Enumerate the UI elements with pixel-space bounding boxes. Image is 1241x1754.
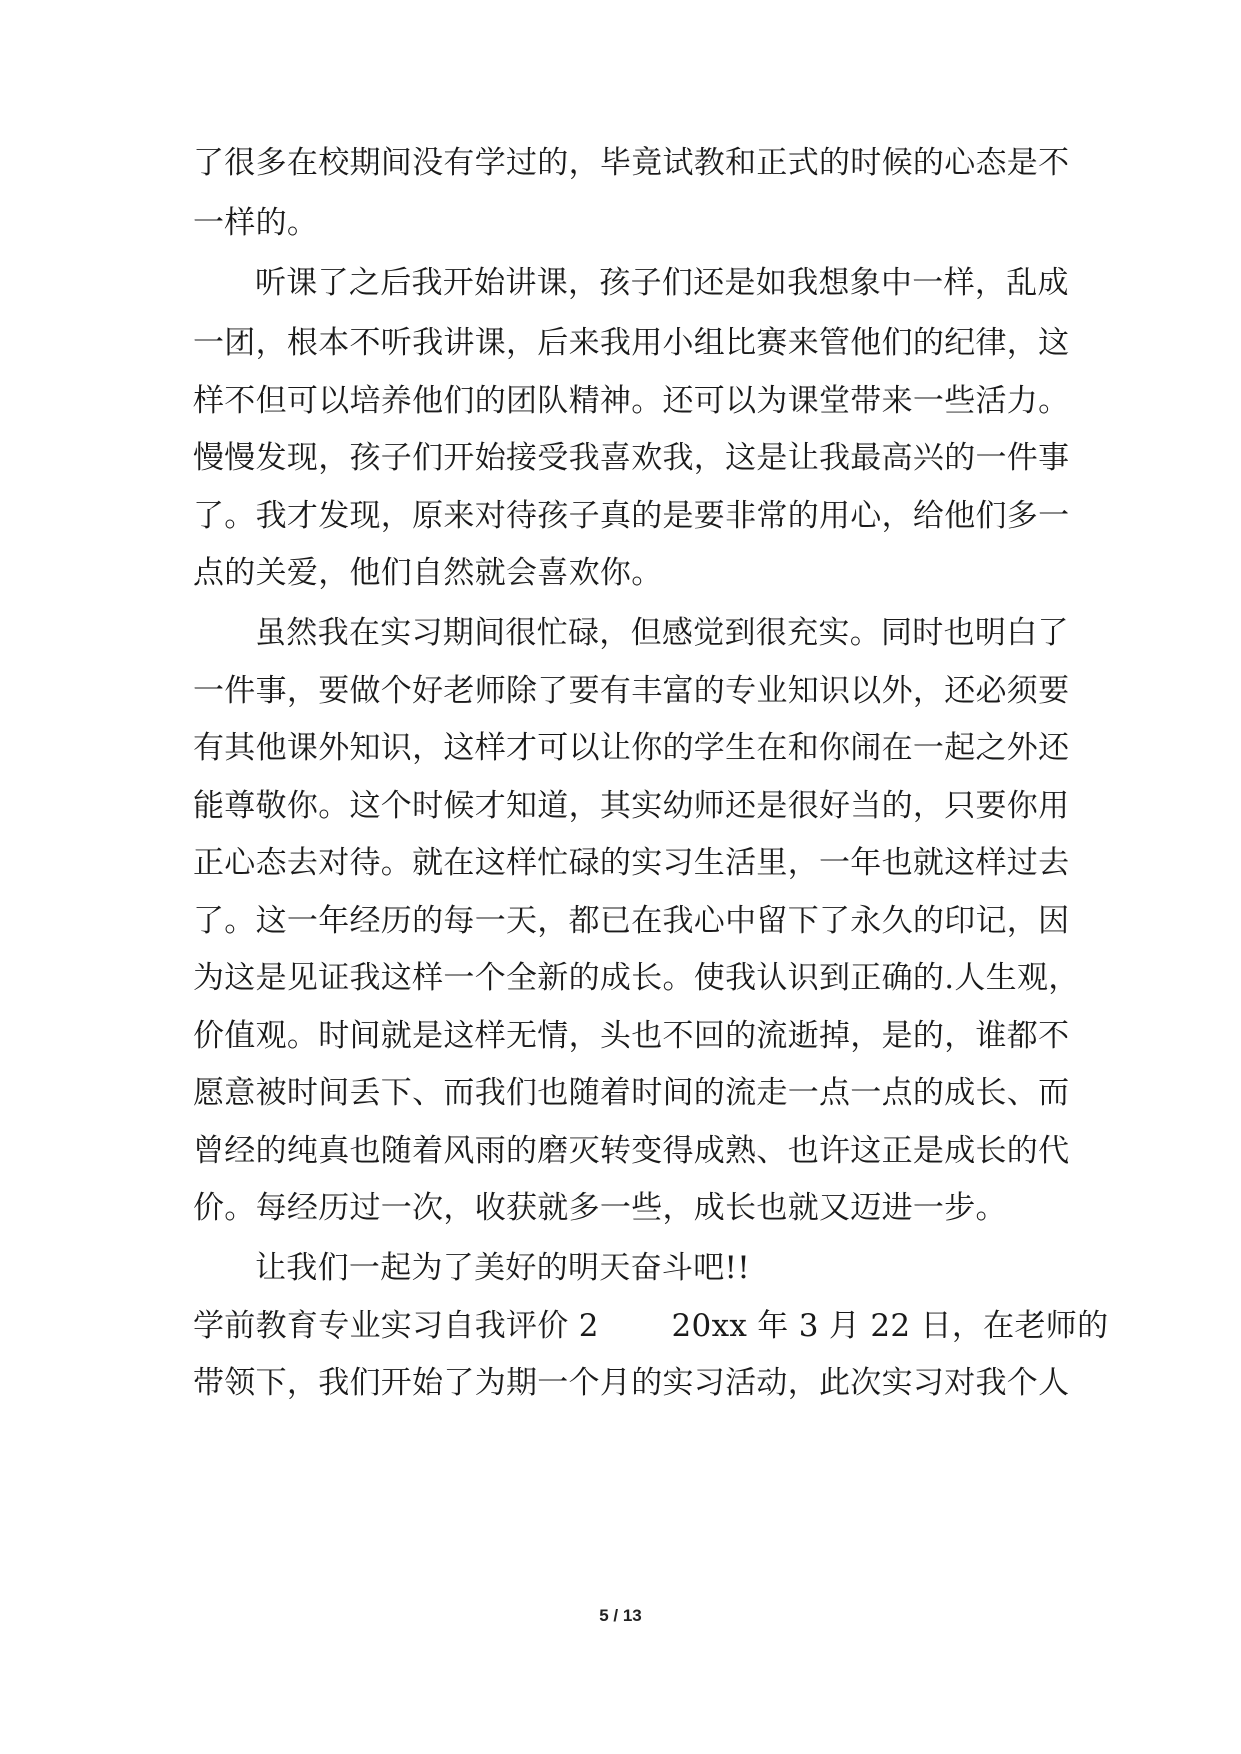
- paragraph-first-line: 听课了之后我开始讲课，孩子们还是如我想象中一样，乱成: [255, 265, 1069, 301]
- text-line: 价值观。时间就是这样无情，头也不回的流逝掉，是的，谁都不: [193, 1018, 1070, 1054]
- text-line: 有其他课外知识，这样才可以让你的学生在和你闹在一起之外还: [193, 730, 1070, 766]
- text-line: 了很多在校期间没有学过的，毕竟试教和正式的时候的心态是不: [193, 145, 1070, 181]
- text-line: 带领下，我们开始了为期一个月的实习活动，此次实习对我个人: [193, 1365, 1070, 1401]
- text-line: 为这是见证我这样一个全新的成长。使我认识到正确的.人生观，: [193, 960, 1080, 996]
- text-line: 了。我才发现，原来对待孩子真的是要非常的用心，给他们多一: [193, 498, 1070, 534]
- text-line: 曾经的纯真也随着风雨的磨灭转变得成熟、也许这正是成长的代: [193, 1133, 1070, 1169]
- text-line: 慢慢发现，孩子们开始接受我喜欢我，这是让我最高兴的一件事: [193, 440, 1070, 476]
- paragraph-first-line: 让我们一起为了美好的明天奋斗吧!!: [255, 1250, 751, 1286]
- text-line: 价。每经历过一次，收获就多一些，成长也就又迈进一步。: [193, 1190, 1007, 1226]
- text-line: 点的关爱，他们自然就会喜欢你。: [193, 555, 663, 591]
- text-line: 了。这一年经历的每一天，都已在我心中留下了永久的印记，因: [193, 903, 1070, 939]
- text-line: 能尊敬你。这个时候才知道，其实幼师还是很好当的，只要你用: [193, 788, 1070, 824]
- text-line: 一团，根本不听我讲课，后来我用小组比赛来管他们的纪律，这: [193, 325, 1070, 361]
- page-number: 5 / 13: [599, 1606, 642, 1625]
- text-line: 正心态去对待。就在这样忙碌的实习生活里，一年也就这样过去: [193, 845, 1070, 881]
- text-line: 一样的。: [193, 205, 319, 241]
- text-line: 愿意被时间丢下、而我们也随着时间的流走一点一点的成长、而: [193, 1075, 1070, 1111]
- paragraph-first-line: 虽然我在实习期间很忙碌，但感觉到很充实。同时也明白了: [255, 615, 1069, 651]
- text-line: 一件事，要做个好老师除了要有丰富的专业知识以外，还必须要: [193, 673, 1070, 709]
- text-line: 样不但可以培养他们的团队精神。还可以为课堂带来一些活力。: [193, 383, 1070, 419]
- section-heading-line: 学前教育专业实习自我评价 2 20xx 年 3 月 22 日，在老师的: [193, 1308, 1109, 1344]
